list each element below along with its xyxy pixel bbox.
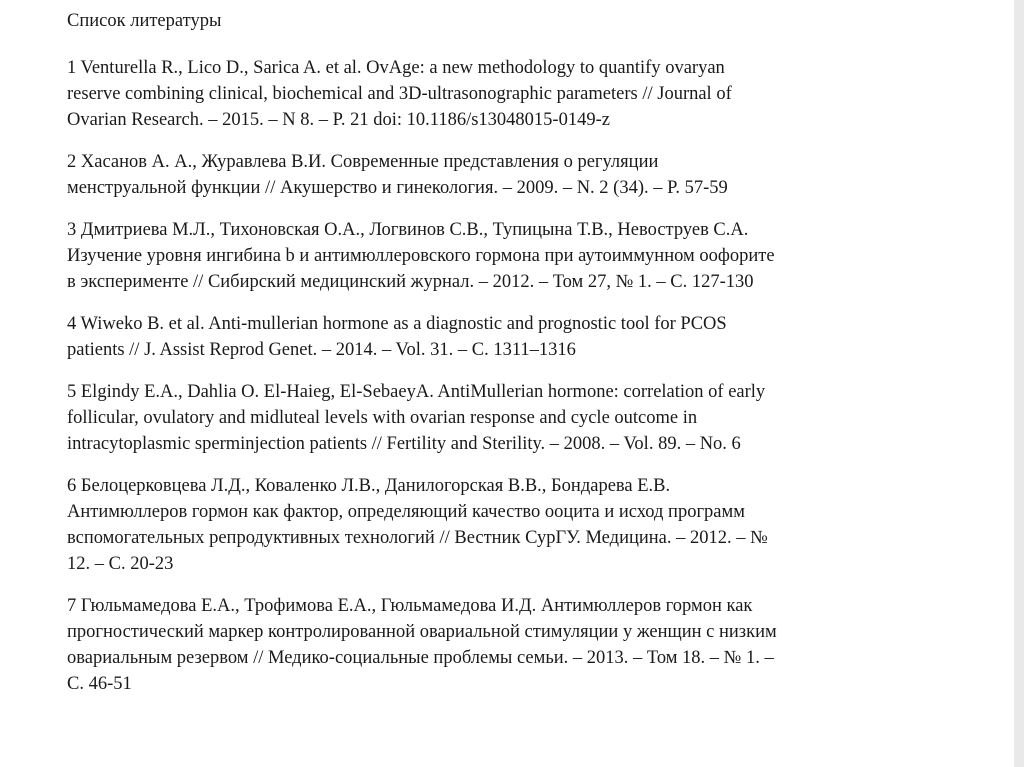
reference-list bbox=[67, 55, 967, 713]
reference-line: 5 Elgindy E.A., Dahlia O. El-Haieg, El-SebaeyA. AntiMullerian hormone: correlation of early bbox=[67, 382, 766, 402]
reference-line: С. 46-51 bbox=[67, 674, 132, 694]
reference-line: follicular, ovulatory and midluteal levels with ovarian response and cycle outcome in bbox=[67, 408, 698, 428]
reference-line: 4 Wiweko B. et al. Anti-mullerian hormone as a diagnostic and prognostic tool for PCOS bbox=[67, 314, 727, 334]
reference-item bbox=[67, 473, 967, 577]
page-title: Список литературы bbox=[67, 11, 222, 31]
reference-line: Изучение уровня ингибина b и антимюллеровского гормона при аутоиммунном оофорите bbox=[67, 246, 775, 266]
reference-line: intracytoplasmic sperminjection patients // Fertility and Sterility. – 2008. – Vol. 89. – No. 6 bbox=[67, 434, 741, 454]
reference-line: вспомогательных репродуктивных технологий // Вестник СурГУ. Медицина. – 2012. – № bbox=[67, 528, 768, 548]
reference-item bbox=[67, 593, 967, 697]
reference-line: прогностический маркер контролированной овариальной стимуляции у женщин с низким bbox=[67, 622, 777, 642]
reference-item bbox=[67, 311, 967, 363]
reference-line: patients // J. Assist Reprod Genet. – 2014. – Vol. 31. – C. 1311–1316 bbox=[67, 340, 576, 360]
reference-item bbox=[67, 149, 967, 201]
reference-line: Антимюллеров гормон как фактор, определяющий качество ооцита и исход программ bbox=[67, 502, 745, 522]
reference-line: Ovarian Research. – 2015. – N 8. – P. 21 doi: 10.1186/s13048015-0149-z bbox=[67, 110, 610, 130]
reference-item bbox=[67, 217, 967, 295]
reference-line: 1 Venturella R., Lico D., Sarica A. et al. OvAge: a new methodology to quantify ovaryan bbox=[67, 58, 725, 78]
reference-line: овариальным резервом // Медико-социальные проблемы семьи. – 2013. – Том 18. – № 1. – bbox=[67, 648, 774, 668]
reference-line: 6 Белоцерковцева Л.Д., Коваленко Л.В., Данилогорская В.В., Бондарева Е.В. bbox=[67, 476, 671, 496]
reference-line: в эксперименте // Сибирский медицинский журнал. – 2012. – Том 27, № 1. – С. 127-130 bbox=[67, 272, 754, 292]
reference-line: 2 Хасанов А. А., Журавлева В.И. Современные представления о регуляции bbox=[67, 152, 659, 172]
reference-line: 7 Гюльмамедова Е.А., Трофимова Е.А., Гюльмамедова И.Д. Антимюллеров гормон как bbox=[67, 596, 753, 616]
reference-item bbox=[67, 55, 967, 133]
reference-line: 3 Дмитриева М.Л., Тихоновская О.А., Логвинов С.В., Тупицына Т.В., Невоструев С.А. bbox=[67, 220, 749, 240]
page-edge bbox=[1014, 0, 1024, 767]
reference-line: менструальной функции // Акушерство и гинекология. – 2009. – N. 2 (34). – P. 57-59 bbox=[67, 178, 728, 198]
reference-item bbox=[67, 379, 967, 457]
reference-line: reserve combining clinical, biochemical and 3D-ultrasonographic parameters // Journal of bbox=[67, 84, 732, 104]
reference-line: 12. – С. 20-23 bbox=[67, 554, 174, 574]
